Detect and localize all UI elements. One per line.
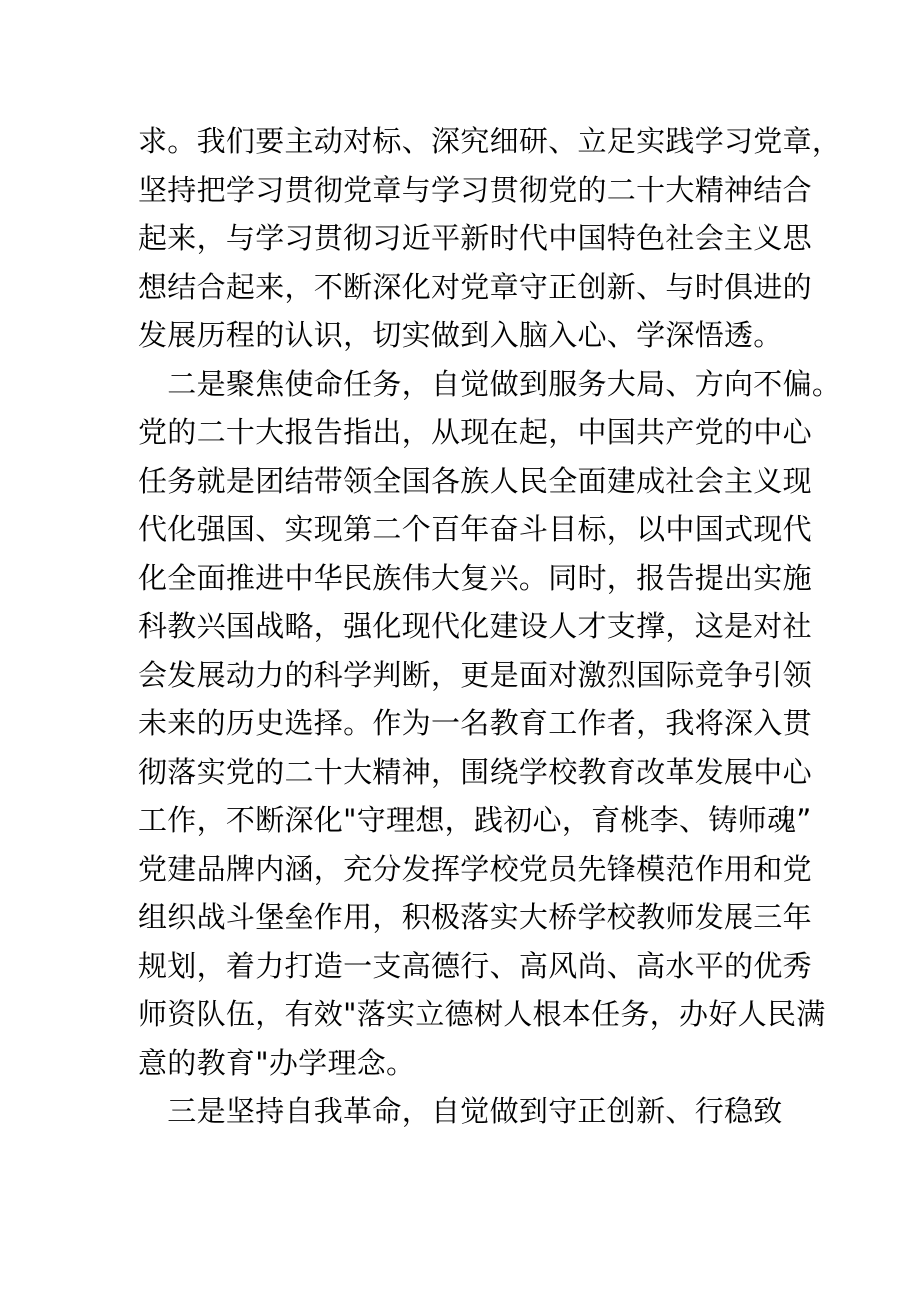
text-line: 会发展动力的科学判断，更是面对激烈国际竞争引领 bbox=[138, 657, 812, 692]
text-line: 发展历程的认识，切实做到入脑入心、学深悟透。 bbox=[138, 318, 783, 352]
text-line: 师资队伍，有效"落实立德树人根本任务，办好人民满 bbox=[138, 997, 826, 1031]
text-line: 科教兴国战略，强化现代化建设人才支撑，这是对社 bbox=[138, 609, 812, 643]
text-line: 组织战斗堡垒作用，积极落实大桥学校教师发展三年 bbox=[138, 900, 812, 934]
document-body bbox=[138, 117, 842, 1136]
text-line: 求。我们要主动对标、深究细研、立足实践学习党章， bbox=[138, 124, 842, 158]
text-line: 起来，与学习贯彻习近平新时代中国特色社会主义思 bbox=[138, 221, 812, 255]
text-line: 未来的历史选择。作为一名教育工作者，我将深入贯 bbox=[138, 706, 812, 740]
text-line: 党建品牌内涵，充分发挥学校党员先锋模范作用和党 bbox=[138, 851, 812, 886]
text-line: 坚持把学习贯彻党章与学习贯彻党的二十大精神结合 bbox=[138, 172, 812, 207]
text-line: 想结合起来，不断深化对党章守正创新、与时俱进的 bbox=[138, 269, 812, 304]
text-line: 党的二十大报告指出，从现在起，中国共产党的中心 bbox=[138, 415, 812, 449]
text-line: 代化强国、实现第二个百年奋斗目标，以中国式现代 bbox=[138, 512, 812, 546]
text-line: 化全面推进中华民族伟大复兴。同时，报告提出实施 bbox=[138, 560, 812, 595]
text-line: 彻落实党的二十大精神，围绕学校教育改革发展中心 bbox=[138, 754, 812, 789]
paragraph-heading-line: 二是聚焦使命任务，自觉做到服务大局、方向不偏。 bbox=[138, 366, 842, 401]
paragraph-heading-line: 三是坚持自我革命，自觉做到守正创新、行稳致 bbox=[138, 1094, 783, 1128]
text-line: 意的教育"办学理念。 bbox=[138, 1045, 416, 1080]
text-line: 规划，着力打造一支高德行、高风尚、高水平的优秀 bbox=[138, 948, 812, 983]
text-line: 工作，不断深化"守理想，践初心，育桃李、铸师魂” bbox=[138, 803, 812, 837]
text-line: 任务就是团结带领全国各族人民全面建成社会主义现 bbox=[138, 463, 812, 498]
